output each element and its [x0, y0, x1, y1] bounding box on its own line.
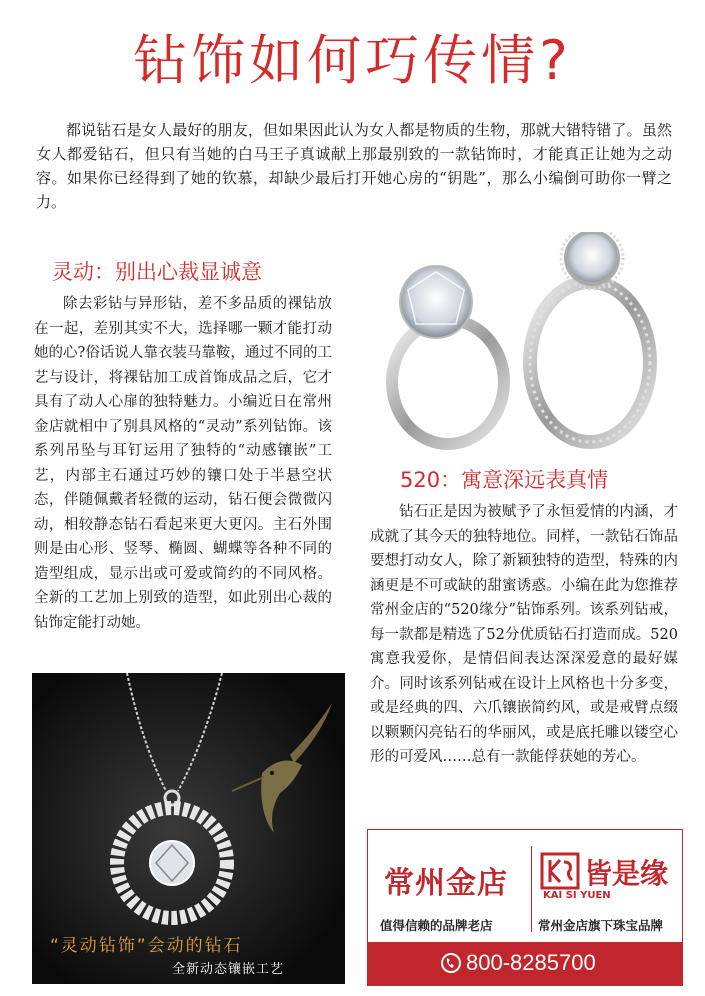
page-title: 钻饰如何巧传情? [133, 29, 572, 92]
brand-changzhou-jindian: 常州金店 [384, 866, 508, 901]
brand-kaisiyuen: 皆是缘 [584, 857, 669, 890]
phone-number[interactable]: 800-8285700 [466, 950, 596, 975]
phone-bar [368, 942, 682, 985]
phone-icon [440, 952, 462, 974]
pendant-ad [32, 673, 345, 984]
ad-caption-sub: 全新动态镶嵌工艺 [172, 962, 285, 977]
brand-kaisiyuen-pinyin: KAI SI YUEN [543, 890, 611, 901]
section2-heading: 520：寓意深远表真情 [400, 468, 609, 492]
section1-body: 除去彩钻与异形钻，差不多品质的裸钻放在一起，差别其实不大，选择哪一颗才能打动她的心?俗话说人靠衣装马靠鞍，通过不同的工艺与设计，将裸钻加工成首饰成品之后，它才具有了动人心扉的独特魅力。小编近日在常州金店就相中了别具风格的“灵动”系列钻饰。该系列吊坠与耳钉运用了独特的“动感镶嵌”工艺，内部主石通过巧妙的镶口处于半悬空状态，伴随佩戴者轻微的运动，钻石便会微微闪动，相较静态钻石看起来更大更闪。主石外围则是由心形、竖琴、椭圆、蝴蝶等各种不同的造型组成，显示出或可爱或简约的不同风格。全新的工艺加上别致的造型，如此别出心裁的钻饰定能打动她。 [34, 296, 332, 631]
section2-body: 钻石正是因为被赋予了永恒爱情的内涵，才成就了其今天的独特地位。同样，一款钻石饰品要想打动女人，除了新颖独特的造型，特殊的内涵更是不可或缺的甜蜜诱惑。小编在此为您推荐常州金店的“520缘分”钻饰系列。该系列钻戒，每一款都是精选了52分优质钻石打造而成。520寓意我爱你，是情侣间表达深深爱意的最好媒介。同时该系列钻戒在设计上风格也十分多变，或是经典的四、六爪镶嵌简约风，或是戒臂点缀以颗颗闪亮钻石的华丽风，或是底托雕以镂空心形的可爱风……总有一款能俘获她的芳心。 [370, 504, 678, 765]
brand-logo-box [367, 829, 683, 986]
section1-heading: 灵动：别出心裁显诚意 [52, 260, 262, 284]
slogan-right: 常州金店旗下珠宝品牌 [538, 918, 664, 933]
ksy-logo-icon [540, 852, 580, 890]
right-ring-diamond [566, 232, 618, 284]
divider [531, 846, 532, 932]
left-ring-band [392, 320, 504, 444]
ad-caption-main: “灵动钻饰”会动的钻石 [50, 936, 243, 956]
rings-photo [370, 232, 670, 460]
slogan-left: 值得信赖的品牌老店 [380, 918, 493, 933]
intro-paragraph: 都说钻石是女人最好的朋友，但如果因此认为女人都是物质的生物，那就大错特错了。虽然女人都爱钻石，但只有当她的白马王子真诚献上那最别致的一款钻饰时，才能真正让她为之动容。如果你已经得到了她的钦慕，却缺少最后打开她心房的“钥匙”，那么小编倒可助你一臂之力。 [36, 121, 672, 211]
